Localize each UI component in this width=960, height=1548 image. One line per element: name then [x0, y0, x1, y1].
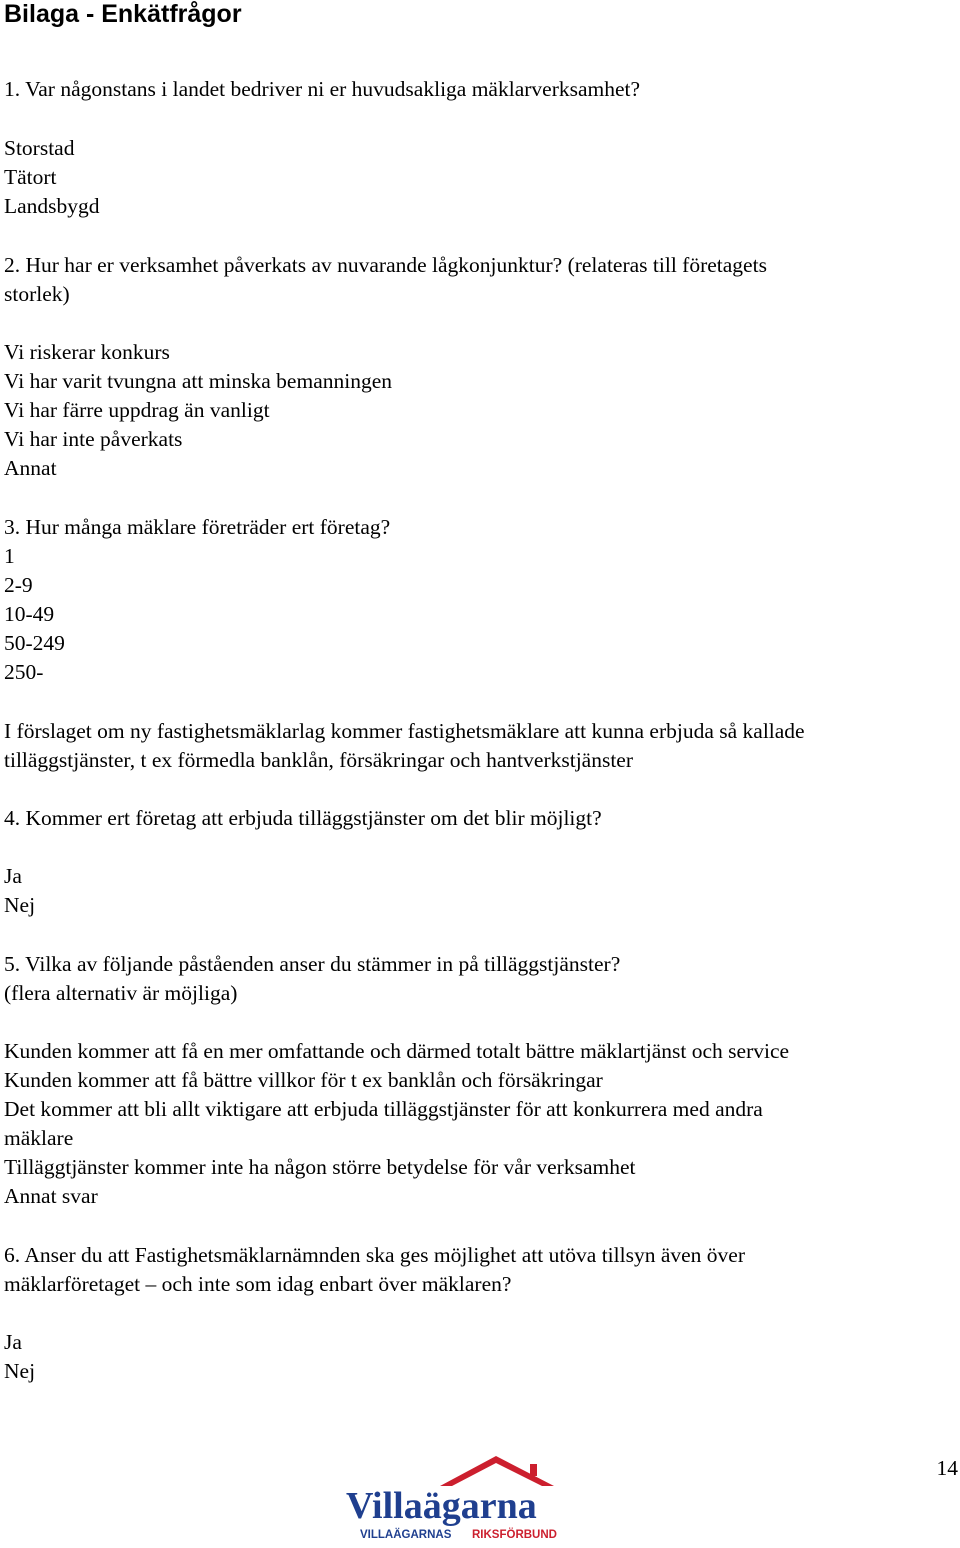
villaagarna-logo	[344, 1456, 580, 1544]
house-roof-logo-icon	[344, 1456, 580, 1544]
q2-option-inte-paverkats: Vi har inte påverkats	[4, 427, 183, 451]
q3-option-250: 250-	[4, 660, 44, 684]
logo-tagline-left: VILLAÄGARNAS	[360, 1529, 452, 1541]
chimney-shape	[530, 1464, 537, 1476]
q6-option-ja: Ja	[4, 1330, 22, 1354]
question-2-line-1: 2. Hur har er verksamhet påverkats av nuvarande lågkonjunktur? (relateras till företagets	[4, 253, 767, 277]
q5-option-battre-tjanst: Kunden kommer att få en mer omfattande och därmed totalt bättre mäklartjänst och service	[4, 1039, 790, 1063]
q3-option-2-9: 2-9	[4, 573, 33, 597]
q3-option-1: 1	[4, 544, 15, 568]
q5-option-viktigare-line-1: Det kommer att bli allt viktigare att erbjuda tilläggstjänster för att konkurrera med andra	[4, 1097, 763, 1121]
q2-option-konkurs: Vi riskerar konkurs	[4, 340, 170, 364]
q1-option-tatort: Tätort	[4, 165, 57, 189]
q5-option-ingen-betydelse: Tilläggtjänster kommer inte ha någon större betydelse för vår verksamhet	[4, 1155, 636, 1179]
q2-option-farre-uppdrag: Vi har färre uppdrag än vanligt	[4, 398, 270, 422]
question-1: 1. Var någonstans i landet bedriver ni er huvudsakliga mäklarverksamhet?	[4, 77, 641, 101]
q2-option-bemanning: Vi har varit tvungna att minska bemanningen	[4, 369, 392, 393]
q5-option-annat-svar: Annat svar	[4, 1184, 98, 1208]
q3-option-10-49: 10-49	[4, 602, 55, 626]
q5-option-viktigare-line-2: mäklare	[4, 1126, 74, 1150]
question-2-line-2: storlek)	[4, 282, 70, 306]
q6-option-nej: Nej	[4, 1359, 36, 1383]
intro-paragraph-line-2: tilläggstjänster, t ex förmedla banklån, försäkringar och hantverkstjänster	[4, 748, 634, 772]
intro-paragraph-line-1: I förslaget om ny fastighetsmäklarlag kommer fastighetsmäklare att kunna erbjuda så kallade	[4, 719, 805, 743]
q4-option-nej: Nej	[4, 893, 36, 917]
logo-wordmark: Villaägarna	[346, 1485, 537, 1527]
question-4: 4. Kommer ert företag att erbjuda tilläggstjänster om det blir möjligt?	[4, 806, 602, 830]
q1-option-landsbygd: Landsbygd	[4, 194, 100, 218]
question-3: 3. Hur många mäklare företräder ert företag?	[4, 515, 391, 539]
question-5-line-1: 5. Vilka av följande påståenden anser du stämmer in på tilläggstjänster?	[4, 952, 621, 976]
logo-tagline-right: RIKSFÖRBUND	[472, 1529, 557, 1541]
q5-option-battre-villkor: Kunden kommer att få bättre villkor för t ex banklån och försäkringar	[4, 1068, 603, 1092]
question-6-line-2: mäklarföretaget – och inte som idag enbart över mäklaren?	[4, 1272, 512, 1296]
question-5-line-2: (flera alternativ är möjliga)	[4, 981, 238, 1005]
page-number: 14	[936, 1456, 958, 1480]
q1-option-storstad: Storstad	[4, 136, 75, 160]
question-6-line-1: 6. Anser du att Fastighetsmäklarnämnden ska ges möjlighet att utöva tillsyn även över	[4, 1243, 746, 1267]
q4-option-ja: Ja	[4, 864, 22, 888]
document-title: Bilaga - Enkätfrågor	[4, 0, 242, 28]
q2-option-annat: Annat	[4, 456, 57, 480]
q3-option-50-249: 50-249	[4, 631, 65, 655]
